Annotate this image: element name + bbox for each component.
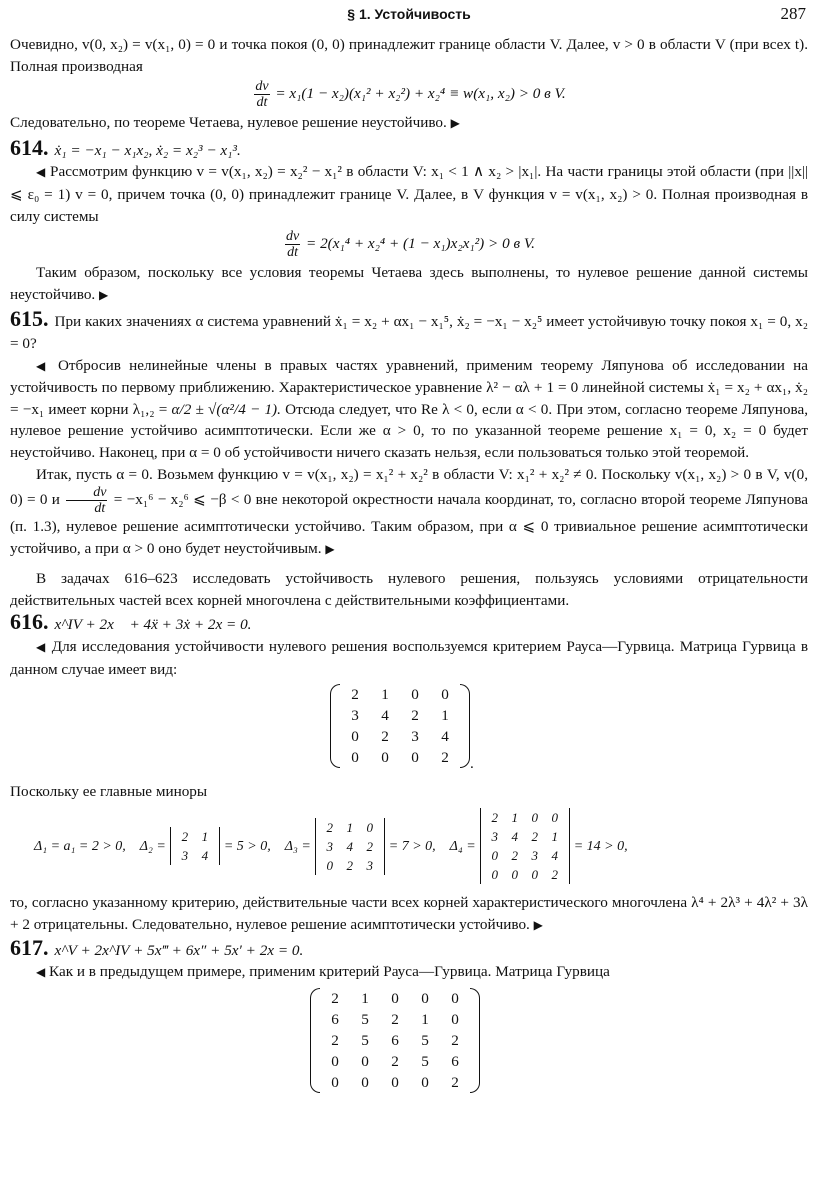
start-of-solution-icon: ◀ [36,965,46,980]
matrix-cell: 1 [421,1010,429,1028]
matrix-cell: 1 [201,829,209,845]
matrix-cell: 2 [346,857,354,873]
matrix-cell: 3 [351,707,359,725]
matrix-cell: 2 [181,829,189,845]
matrix-cell: 1 [441,707,449,725]
matrix-cell: 1 [511,810,518,826]
matrix-cell: 6 [331,1010,339,1028]
hurwitz-matrix-617 [310,988,808,1100]
matrix-cell: 0 [451,989,459,1007]
paragraph: Итак, пусть α = 0. Возьмем функцию v = v(x₁, x₂) = x₁² + x₂² в области V: x₁² + x₂² ≠ 0. Поскольку v(x₁, x₂) > 0 в V, v(0, 0) = 0 и $\frac{dv}{dt}$ = −x₁⁶ − x₂⁶ ⩽ −β < 0 вне некоторой окрестности начала координат, то, согласно второй теореме Ляпунова (п. 1.3), нулевое решение асимптотически устойчиво. Таким образом, при α ⩽ 0 тривиальное решение асимптотически устойчиво, а при α > 0 оно будет неустойчивым. ▶ [10,465,808,557]
matrix-cell: 5 [361,1010,369,1028]
matrix-cell: 2 [551,867,558,883]
matrix-cell: 1 [346,819,354,835]
end-of-solution-icon: ▶ [533,918,543,933]
matrix-cell: 5 [421,1052,429,1070]
matrix-cell: 0 [326,857,334,873]
fraction: $\frac{dv}{dt}$ [66,485,107,516]
matrix-cell: 0 [491,848,498,864]
matrix-cell: 6 [391,1031,399,1049]
matrix-cell: 0 [511,867,518,883]
matrix-row [320,818,380,837]
paragraph: то, согласно указанному критерию, действительные части всех корней характеристического многочлена λ⁴ + 2λ³ + 4λ² + 3λ + 2 отрицательны. Следовательно, нулевое решение асимптотически устойчиво. ▶ [10,894,808,934]
paragraph: ◀ Отбросив нелинейные члены в правых частях уравнений, применим теорему Ляпунова об исследовании на устойчивость по первому приближению. Характеристическое уравнение λ² − αλ + 1 = 0 линейной системы ẋ₁ = x₂ + αx₁, ẋ₂ = −x₁ имеет корни λ₁,₂ = α/2 ± √(α²/4 − 1). Отсюда следует, что Re λ < 0, если α < 0. При этом, согласно теореме Ляпунова, нулевое решение устойчиво асимптотически. Если же α > 0, то по указанной теореме решение x₁ = 0, x₂ = 0 будет неустойчиво. Наконец, при α = 0 об устойчивости ничего сказать нельзя, если пользоваться только этой теоремой. [10,356,809,461]
paragraph: ◀ Для исследования устойчивости нулевого решения воспользуемся критерием Рауса—Гурвица. Матрица Гурвица в данном случае имеет вид: [10,638,808,678]
page-number: 287 [780,4,806,23]
matrix-cell: 2 [411,707,419,725]
matrix-cell: 2 [391,1010,399,1028]
paragraph: Таким образом, поскольку все условия теоремы Четаева здесь выполнены, то нулевое решение данной системы неустойчиво. ▶ [10,264,808,303]
end-of-solution-icon: ▶ [325,541,335,556]
matrix-table [340,684,460,768]
problem-616: 616. x^IV + 2x⃛ + 4ẍ + 3ẋ + 2x = 0. [10,609,252,635]
section-title: § 1. Устойчивость [347,6,471,22]
matrix-cell: 0 [421,1073,429,1091]
matrix-cell: 2 [491,810,498,826]
fraction: $\frac{dv}{dt}$ [255,79,269,111]
matrix-row [320,1009,470,1030]
matrix-cell: 0 [531,867,538,883]
minor-d3: Δ₃ = 2 1 0 3 4 2 0 2 3 = 7 > 0, [284,819,436,873]
matrix-cell: 3 [326,838,334,854]
matrix-cell: 4 [381,707,389,725]
running-header [10,4,808,24]
matrix-table [320,988,470,1093]
problem-614: 614. ẋ₁ = −x₁ − x₁x₂, ẋ₂ = x₂³ − x₁³. [10,134,241,160]
matrix-row [340,705,460,726]
matrix-row [340,684,460,705]
matrix-cell: 2 [326,819,334,835]
hurwitz-matrix-616: 2 1 0 0 3 4 2 1 0 2 3 4 0 0 0 2 . [330,684,808,775]
matrix-cell: 5 [421,1031,429,1049]
matrix-row [320,837,380,856]
problem-617: 617. x^V + 2x^IV + 5x‴ + 6x″ + 5x′ + 2x = 0. [10,934,304,960]
matrix-cell: 2 [511,848,518,864]
problem-615: 615. При каких значениях α система уравнений ẋ₁ = x₂ + αx₁ − x₁⁵, ẋ₂ = −x₁ − x₂⁵ имеет устойчивую точку покоя x₁ = 0, x₂ = 0? [10,306,808,352]
end-of-solution-icon: ▶ [450,116,460,131]
matrix [330,684,470,768]
end-of-solution-icon: ▶ [99,287,109,302]
minor-d1: Δ₁ = a₁ = 2 > 0, [34,838,126,854]
problem-number: 617. [10,934,49,960]
root-formula: α/2 ± √(α²/4 − 1). [171,400,281,418]
matrix-cell: 4 [551,848,558,864]
principal-minors [34,808,808,884]
determinant [320,818,380,875]
matrix-cell: 3 [366,857,374,873]
matrix-cell: 0 [411,686,419,704]
page-body [10,34,808,1099]
matrix-row [320,856,380,875]
matrix-cell: 4 [441,728,449,746]
matrix-row [175,827,215,846]
matrix-row [175,846,215,865]
matrix-cell: 0 [381,749,389,767]
fraction: $\frac{dv}{dt}$ [286,229,300,261]
matrix-cell: 2 [451,1031,459,1049]
determinant [485,808,565,884]
matrix-cell: 0 [441,686,449,704]
matrix-row [320,1072,470,1093]
matrix-row [485,865,565,884]
matrix-cell: 5 [361,1031,369,1049]
matrix-cell: 1 [361,989,369,1007]
matrix-cell: 0 [361,1052,369,1070]
matrix-cell: 0 [391,1073,399,1091]
minor-d2: Δ₂ = 2 1 3 4 = 5 > 0, [139,829,271,864]
matrix-cell: 0 [421,989,429,1007]
book-page [10,0,808,1185]
start-of-solution-icon: ◀ [36,165,46,180]
matrix-row [320,988,470,1009]
paragraph: Поскольку ее главные миноры [10,782,208,800]
matrix-cell: 2 [331,1031,339,1049]
matrix-cell: 2 [531,829,538,845]
matrix-cell: 2 [366,838,374,854]
matrix-row [485,827,565,846]
matrix-cell: 2 [441,749,449,767]
paragraph: В задачах 616–623 исследовать устойчивость нулевого решения, пользуясь условиями отрицательности действительных частей всех корней многочлена с действительными коэффициентами. [10,570,808,609]
matrix-cell: 2 [331,989,339,1007]
paragraph: Следовательно, по теореме Четаева, нулевое решение неустойчиво. ▶ [10,114,460,132]
problem-number: 616. [10,609,49,635]
matrix-row [320,1030,470,1051]
matrix-cell: 0 [351,749,359,767]
matrix-cell: 4 [346,838,354,854]
matrix-cell: 2 [451,1073,459,1091]
matrix-cell: 2 [391,1052,399,1070]
matrix-cell: 0 [361,1073,369,1091]
paragraph: Очевидно, v(0, x₂) = v(x₁, 0) = 0 и точка покоя (0, 0) принадлежит границе области V. Далее, v > 0 в области V (при всех t). Полная производная [10,36,808,75]
matrix-cell: 3 [491,829,498,845]
matrix-cell: 0 [351,728,359,746]
matrix-cell: 1 [551,829,558,845]
minor-d4: Δ₄ = 2 1 0 0 3 4 2 1 0 2 3 4 0 0 0 2 = 14 > 0, [449,810,628,883]
matrix-cell: 0 [491,867,498,883]
paragraph: ◀ Рассмотрим функцию v = v(x₁, x₂) = x₂² − x₁² в области V: x₁ < 1 ∧ x₂ > |x₁|. На части границы этой области (при ||x|| ⩽ ε₀ = 1) v = 0, причем точка (0, 0) принадлежит границе V. Далее, в V функция v = v(x₁, x₂) > 0. Полная производная в силу системы [10,163,808,225]
paragraph: ◀ Как и в предыдущем примере, применим критерий Рауса—Гурвица. Матрица Гурвица [36,963,610,981]
matrix-cell: 6 [451,1052,459,1070]
matrix-cell: 3 [181,848,189,864]
determinant [175,827,215,865]
matrix-cell: 3 [411,728,419,746]
matrix-cell: 0 [366,819,374,835]
matrix-cell: 0 [411,749,419,767]
display-equation: $\frac{dv}{dt}$ = x₁(1 − x₂)(x₁² + x₂²) + x₂⁴ ≡ w(x₁, x₂) > 0 в V. [255,79,566,111]
matrix-cell: 0 [531,810,538,826]
matrix-row [485,808,565,827]
matrix-cell: 3 [531,848,538,864]
matrix-cell: 0 [551,810,558,826]
start-of-solution-icon: ◀ [36,640,47,655]
problem-number: 615. [10,306,49,332]
matrix-cell: 2 [351,686,359,704]
matrix-cell: 0 [331,1052,339,1070]
matrix-cell: 1 [381,686,389,704]
matrix-cell: 0 [391,989,399,1007]
matrix [310,988,480,1093]
matrix-row [485,846,565,865]
matrix-cell: 4 [511,829,518,845]
matrix-row [340,726,460,747]
matrix-cell: 4 [201,848,209,864]
display-equation: $\frac{dv}{dt}$ = 2(x₁⁴ + x₂⁴ + (1 − x₁)x₂x₁²) > 0 в V. [286,229,535,261]
matrix-row [320,1051,470,1072]
matrix-cell: 0 [451,1010,459,1028]
problem-number: 614. [10,134,49,160]
matrix-cell: 2 [381,728,389,746]
matrix-cell: 0 [331,1073,339,1091]
matrix-row [340,747,460,768]
start-of-solution-icon: ◀ [36,358,50,373]
